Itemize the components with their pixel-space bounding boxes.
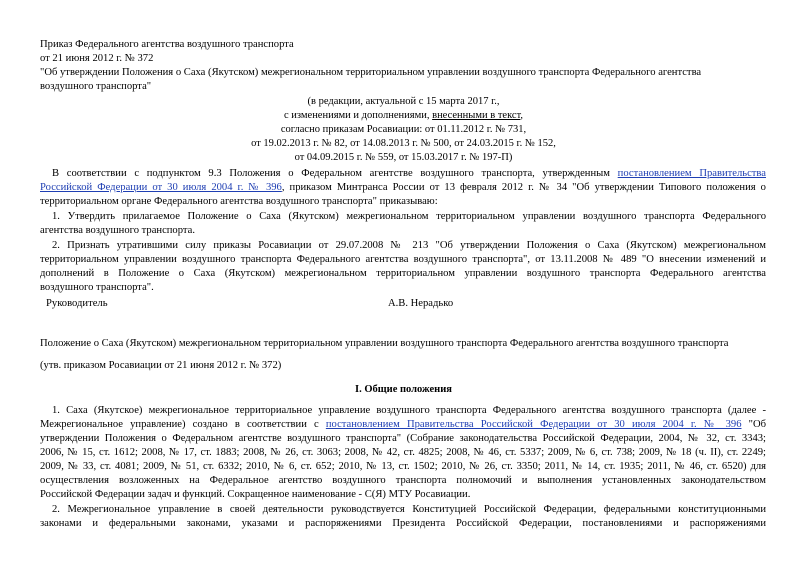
revision-line1: (в редакции, актуальной с 15 марта 2017 г., [307, 96, 500, 107]
section1-p1-line7: Российской Федерации задач и функций. Сокращенное наименование - С(Я) МТУ Росавиации. [40, 489, 471, 500]
government-decree-link[interactable]: постановлением Правительства Российской Федерации от 30 июля 2004 г. № 396 [325, 419, 742, 430]
section1-p1-line2 [40, 418, 766, 432]
order-date: от 21 июня 2012 г. № 372 [40, 53, 154, 64]
amendments-link[interactable]: внесенными в текст [432, 110, 521, 121]
preamble-line2-text: , приказом Минтранса России от 13 февраля 2012 г. № 34 "Об утверждении Типового положения о [281, 182, 766, 193]
section1-p1-line3: утверждении Положения о Федеральном агентстве воздушного транспорта" (Собрание законодательства Российской Федерации, 2004, № 32, ст. 3343; [40, 433, 766, 444]
order-title: Приказ Федерального агентства воздушного транспорта [40, 39, 294, 50]
preamble-line1-text: В соответствии с подпунктом 9.3 Положения о Федеральном агентстве воздушного транспорта, утвержденным [52, 168, 618, 179]
revision-line2-post: , [520, 110, 523, 121]
government-decree-link-part1[interactable]: постановлением Правительства [617, 168, 766, 179]
item2-line2: территориальном управлении воздушного транспорта Федерального агентства воздушного транспорта", от 13.11.2008 № 489 "О внесении изменений и [40, 254, 766, 265]
order-subject-line2: воздушного транспорта" [40, 81, 152, 92]
item1-line2: агентства воздушного транспорта. [40, 225, 196, 236]
item2-line3: дополнений в Положение о Саха (Якутском) межрегиональном территориальном управлении воздушного транспорта Федерального агентства [40, 268, 766, 279]
revision-line4: от 19.02.2013 г. № 82, от 14.08.2013 г. № 500, от 24.03.2015 г. № 152, [251, 138, 556, 149]
section1-p2-line2: законами и федеральными законами, указами и распоряжениями Президента Российской Федерации, постановлениями и распоряжениями [40, 518, 766, 529]
preamble-line3: территориальном органе Федерального агентства воздушного транспорта" приказываю: [40, 196, 438, 207]
section1-p1-line1: 1. Саха (Якутское) межрегиональное территориальное управление воздушного транспорта Федерального агентства воздушного транспорта (далее - [52, 405, 766, 416]
section1-p1-line4: 2006, № 15, ст. 1612; 2008, № 17, ст. 1883; 2008, № 26, ст. 3063; 2008, № 42, ст. 4825; 2008, № 46, ст. 5337; 2009, № 6, ст. 738; 2009, № 18 (ч. II), ст. 2249; [40, 447, 766, 458]
signature-name: А.В. Нерадько [388, 298, 454, 309]
regulation-approved: (утв. приказом Росавиации от 21 июня 2012 г. № 372) [40, 360, 282, 371]
revision-line2 [0, 109, 807, 123]
item2-line1: 2. Признать утратившими силу приказы Росавиации от 29.07.2008 № 213 "Об утверждении Положения о Саха (Якутском) межрегиональном [52, 240, 766, 251]
signature-role: Руководитель [46, 298, 108, 309]
preamble-line1 [52, 167, 766, 181]
regulation-title: Положение о Саха (Якутском) межрегиональном территориальном управлении воздушного транспорта Федерального агентства воздушного транспорта [40, 338, 729, 349]
section1-p1-line2-pre: Межрегиональное управление) создано в соответствии с [40, 419, 326, 430]
item1-line1: 1. Утвердить прилагаемое Положение о Саха (Якутском) межрегиональном территориальном управлении воздушного транспорта Федерального [52, 211, 766, 222]
item2-line4: воздушного транспорта". [40, 282, 154, 293]
section1-p1-line5: 2009, № 33, ст. 4081; 2009, № 51, ст. 6332; 2010, № 6, ст. 652; 2010, № 13, ст. 1502; 2010, № 26, ст. 3350; 2011, № 14, ст. 1935; 2011, № 46, ст. 6520) для [40, 461, 766, 472]
preamble-line2 [40, 181, 766, 195]
revision-line5: от 04.09.2015 г. № 559, от 15.03.2017 г. № 197-П) [294, 152, 513, 163]
section1-p1-line2-post: "Об [741, 419, 767, 430]
order-subject-line1: "Об утверждении Положения о Саха (Якутском) межрегиональном территориальном управлении воздушного транспорта Федерального агентства [40, 67, 702, 78]
section-heading: I. Общие положения [355, 384, 452, 395]
revision-line3: согласно приказам Росавиации: от 01.11.2012 г. № 731, [280, 124, 527, 135]
government-decree-link-part2[interactable]: Российской Федерации от 30 июля 2004 г. № 396 [40, 182, 282, 193]
section1-p2-line1: 2. Межрегиональное управление в своей деятельности руководствуется Конституцией Российской Федерации, федеральными конституционными [52, 504, 766, 515]
section1-p1-line6: осуществления возложенных на Федеральное агентство воздушного транспорта полномочий и выполнения установленных законодательством [40, 475, 766, 486]
revision-line2-pre: с изменениями и дополнениями, [283, 110, 433, 121]
